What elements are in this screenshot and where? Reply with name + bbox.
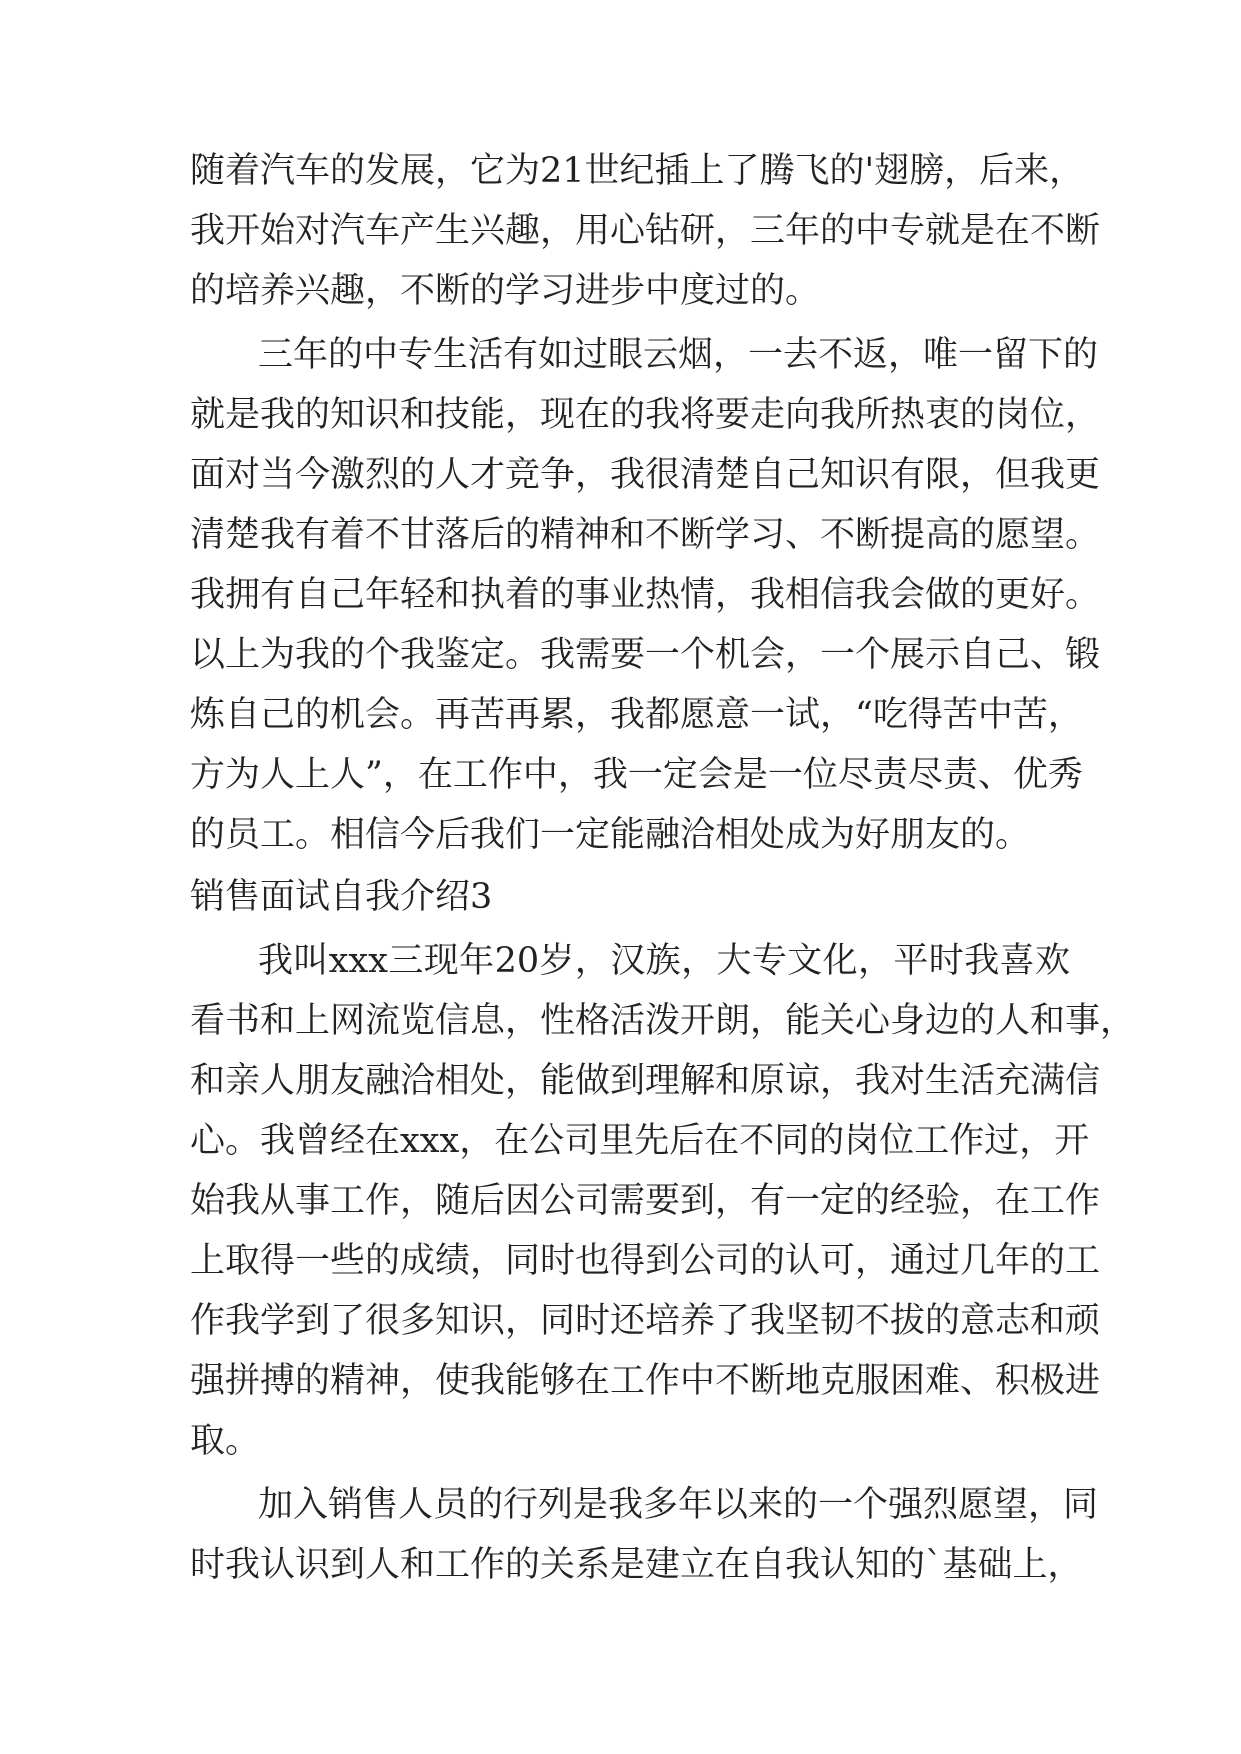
paragraph-line: 面对当今激烈的人才竞争，我很清楚自己知识有限，但我更 [190, 455, 1101, 495]
paragraph-line: 的培养兴趣，不断的学习进步中度过的。 [190, 271, 821, 311]
paragraph-line: 心。我曾经在xxx，在公司里先后在不同的岗位工作过，开 [190, 1121, 1090, 1161]
paragraph-line: 随着汽车的发展，它为21世纪插上了腾飞的'翅膀，后来， [190, 151, 1085, 191]
paragraph-line: 取。 [190, 1421, 261, 1461]
paragraph-line: 我叫xxx三现年20岁，汉族，大专文化，平时我喜欢 [258, 941, 1070, 981]
paragraph-line: 就是我的知识和技能，现在的我将要走向我所热衷的岗位， [190, 395, 1101, 435]
paragraph-line: 清楚我有着不甘落后的精神和不断学习、不断提高的愿望。 [190, 515, 1101, 555]
paragraph-line: 上取得一些的成绩，同时也得到公司的认可，通过几年的工 [190, 1241, 1101, 1281]
paragraph-line: 加入销售人员的行列是我多年以来的一个强烈愿望，同 [258, 1485, 1099, 1525]
paragraph-line: 强拼搏的精神，使我能够在工作中不断地克服困难、积极进 [190, 1361, 1101, 1401]
paragraph-line: 我拥有自己年轻和执着的事业热情，我相信我会做的更好。 [190, 575, 1101, 615]
paragraph-line: 时我认识到人和工作的关系是建立在自我认知的`基础上， [190, 1545, 1083, 1585]
paragraph-line: 三年的中专生活有如过眼云烟，一去不返，唯一留下的 [258, 335, 1099, 375]
paragraph-line: 以上为我的个我鉴定。我需要一个机会，一个展示自己、锻 [190, 635, 1101, 675]
paragraph-line: 方为人上人”，在工作中，我一定会是一位尽责尽责、优秀 [190, 755, 1083, 795]
paragraph-line: 我开始对汽车产生兴趣，用心钻研，三年的中专就是在不断 [190, 211, 1101, 251]
paragraph-line: 炼自己的机会。再苦再累，我都愿意一试，“吃得苦中苦， [190, 695, 1083, 735]
paragraph-line: 始我从事工作，随后因公司需要到，有一定的经验，在工作 [190, 1181, 1101, 1221]
paragraph-line: 看书和上网流览信息，性格活泼开朗，能关心身边的人和事， [190, 1001, 1136, 1041]
paragraph-line: 和亲人朋友融洽相处，能做到理解和原谅，我对生活充满信 [190, 1061, 1101, 1101]
paragraph-line: 作我学到了很多知识，同时还培养了我坚韧不拔的意志和顽 [190, 1301, 1101, 1341]
paragraph-line: 的员工。相信今后我们一定能融洽相处成为好朋友的。 [190, 815, 1031, 855]
section-heading: 销售面试自我介绍3 [190, 877, 493, 917]
